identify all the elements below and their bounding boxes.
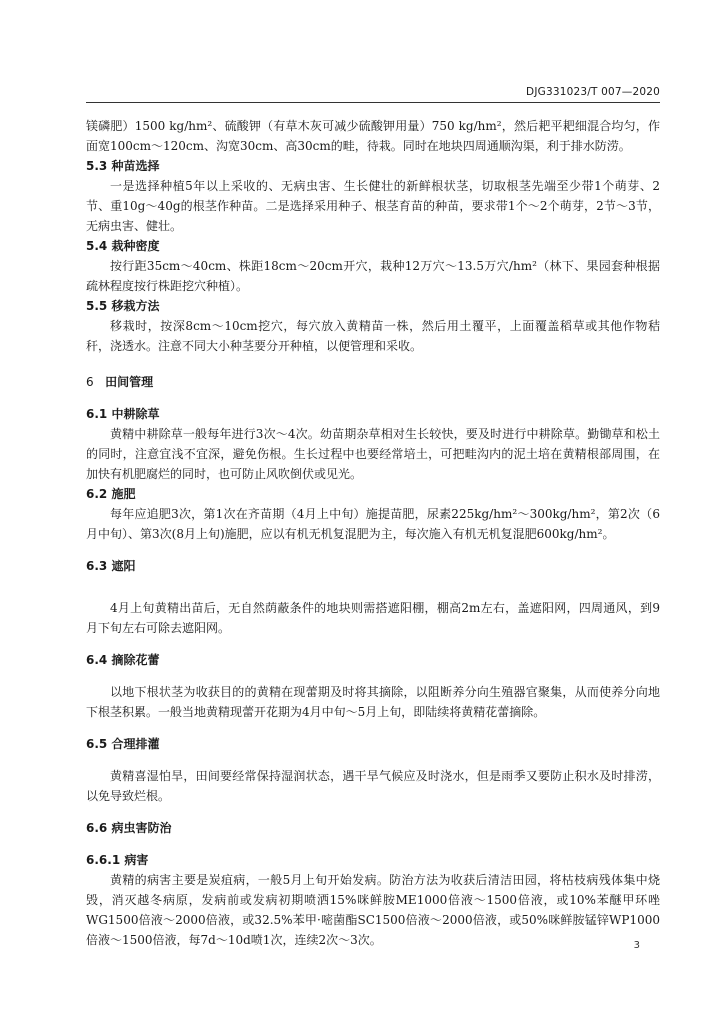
heading-6-3 bbox=[86, 556, 660, 576]
paragraph-6-5: 黄精喜湿怕旱，田间要经常保持湿润状态，遇干旱气候应及时浇水，但是雨季又要防止积水及时排涝，以免导致烂根。 bbox=[86, 769, 660, 803]
spacer bbox=[86, 576, 660, 598]
heading-number: 6.4 bbox=[86, 653, 108, 667]
heading-number: 5.3 bbox=[86, 159, 108, 173]
heading-6-1 bbox=[86, 404, 660, 424]
heading-5-4 bbox=[86, 236, 660, 256]
heading-5-3 bbox=[86, 156, 660, 176]
heading-5-5 bbox=[86, 296, 660, 316]
heading-6 bbox=[86, 372, 660, 392]
page-content bbox=[86, 116, 660, 950]
paragraph-5-4: 按行距35cm～40cm、株距18cm～20cm开穴，栽种12万穴～13.5万穴/hm²（林下、果园套种根据疏林程度按行株距挖穴种植）。 bbox=[86, 259, 660, 293]
heading-number: 6.2 bbox=[86, 487, 108, 501]
heading-6-2 bbox=[86, 484, 660, 504]
heading-number: 6.6 bbox=[86, 821, 108, 835]
heading-number: 6 bbox=[86, 375, 94, 389]
heading-title: 合理排灌 bbox=[111, 737, 160, 751]
spacer bbox=[86, 544, 660, 556]
paragraph-6-1: 黄精中耕除草一般每年进行3次～4次。幼苗期杂草相对生长较快，要及时进行中耕除草。勤锄草和松土的同时，注意宜浅不宜深，避免伤根。生长过程中也要经常培土，可把畦沟内的泥土培在黄精根部周围，在加快有机肥腐烂的同时，也可防止风吹倒伏或见光。 bbox=[86, 427, 660, 481]
spacer bbox=[86, 638, 660, 650]
heading-number: 6.5 bbox=[86, 737, 108, 751]
heading-number: 6.3 bbox=[86, 559, 108, 573]
spacer bbox=[86, 806, 660, 818]
heading-6-4 bbox=[86, 650, 660, 670]
standard-code: DJG331023/T 007—2020 bbox=[526, 86, 660, 98]
header-rule bbox=[86, 102, 660, 103]
paragraph-5-5: 移栽时，按深8cm～10cm挖穴，每穴放入黄精苗一株，然后用土覆平，上面覆盖稻草或其他作物秸秆，浇透水。注意不同大小种茎要分开种植，以便管理和采收。 bbox=[86, 319, 660, 353]
spacer bbox=[86, 722, 660, 734]
paragraph-5-3: 一是选择种植5年以上采收的、无病虫害、生长健壮的新鲜根状茎，切取根茎先端至少带1个萌芽、2节、重10g～40g的根茎作种苗。二是选择采用种子、根茎育苗的种苗，要求带1个～2个萌芽，2节～3节，无病虫害、健壮。 bbox=[86, 179, 660, 233]
paragraph-continued: 镁磷肥）1500 kg/hm²、硫酸钾（有草木灰可减少硫酸钾用量）750 kg/hm²，然后耙平耙细混合均匀，作面宽100cm～120cm、沟宽30cm、高30cm的畦，待栽。同时在地块四周通顺沟渠，利于排水防涝。 bbox=[86, 119, 660, 153]
heading-number: 5.5 bbox=[86, 299, 108, 313]
spacer bbox=[86, 754, 660, 766]
heading-title: 种苗选择 bbox=[111, 159, 160, 173]
spacer bbox=[86, 670, 660, 682]
heading-6-6 bbox=[86, 818, 660, 838]
heading-title: 中耕除草 bbox=[111, 407, 160, 421]
paragraph-6-4: 以地下根状茎为收获目的的黄精在现蕾期及时将其摘除，以阻断养分向生殖器官聚集，从而使养分向地下根茎积累。一般当地黄精现蕾开花期为4月中旬～5月上旬，即陆续将黄精花蕾摘除。 bbox=[86, 685, 660, 719]
heading-title: 施肥 bbox=[111, 487, 136, 501]
heading-number: 6.1 bbox=[86, 407, 108, 421]
heading-title: 栽种密度 bbox=[111, 239, 160, 253]
heading-title: 遮阳 bbox=[111, 559, 136, 573]
paragraph-6-3: 4月上旬黄精出苗后，无自然荫蔽条件的地块则需搭遮阳棚，棚高2m左右，盖遮阳网，四周通风，到9月下旬左右可除去遮阳网。 bbox=[86, 601, 660, 635]
paragraph-6-2: 每年应追肥3次，第1次在齐苗期（4月上中旬）施提苗肥，尿素225kg/hm²～300kg/hm²，第2次（6月中旬）、第3次(8月上旬)施肥，应以有机无机复混肥为主，每次施入有机无机复混肥600kg/hm²。 bbox=[86, 507, 660, 541]
heading-6-6-1 bbox=[86, 850, 660, 870]
paragraph-6-6-1: 黄精的病害主要是炭疽病，一般5月上旬开始发病。防治方法为收获后清洁田园，将枯枝病残体集中烧毁，消灭越冬病原，发病前或发病初期喷洒15%咪鲜胺ME1000倍液～1500倍液，或10%苯醚甲环唑WG1500倍液～2000倍液，或32.5%苯甲·嘧菌酯SC1500倍液～2000倍液，或50%咪鲜胺锰锌WP1000倍液～1500倍液，每7d～10d喷1次，连续2次～3次。 bbox=[86, 873, 660, 947]
heading-number: 6.6.1 bbox=[86, 853, 121, 867]
heading-title: 摘除花蕾 bbox=[111, 653, 160, 667]
heading-title: 移栽方法 bbox=[111, 299, 160, 313]
heading-title: 病害 bbox=[124, 853, 149, 867]
heading-title: 病虫害防治 bbox=[111, 821, 172, 835]
heading-title: 田间管理 bbox=[105, 375, 154, 389]
page-number: 3 bbox=[633, 940, 640, 951]
heading-6-5 bbox=[86, 734, 660, 754]
heading-number: 5.4 bbox=[86, 239, 108, 253]
spacer bbox=[86, 838, 660, 850]
